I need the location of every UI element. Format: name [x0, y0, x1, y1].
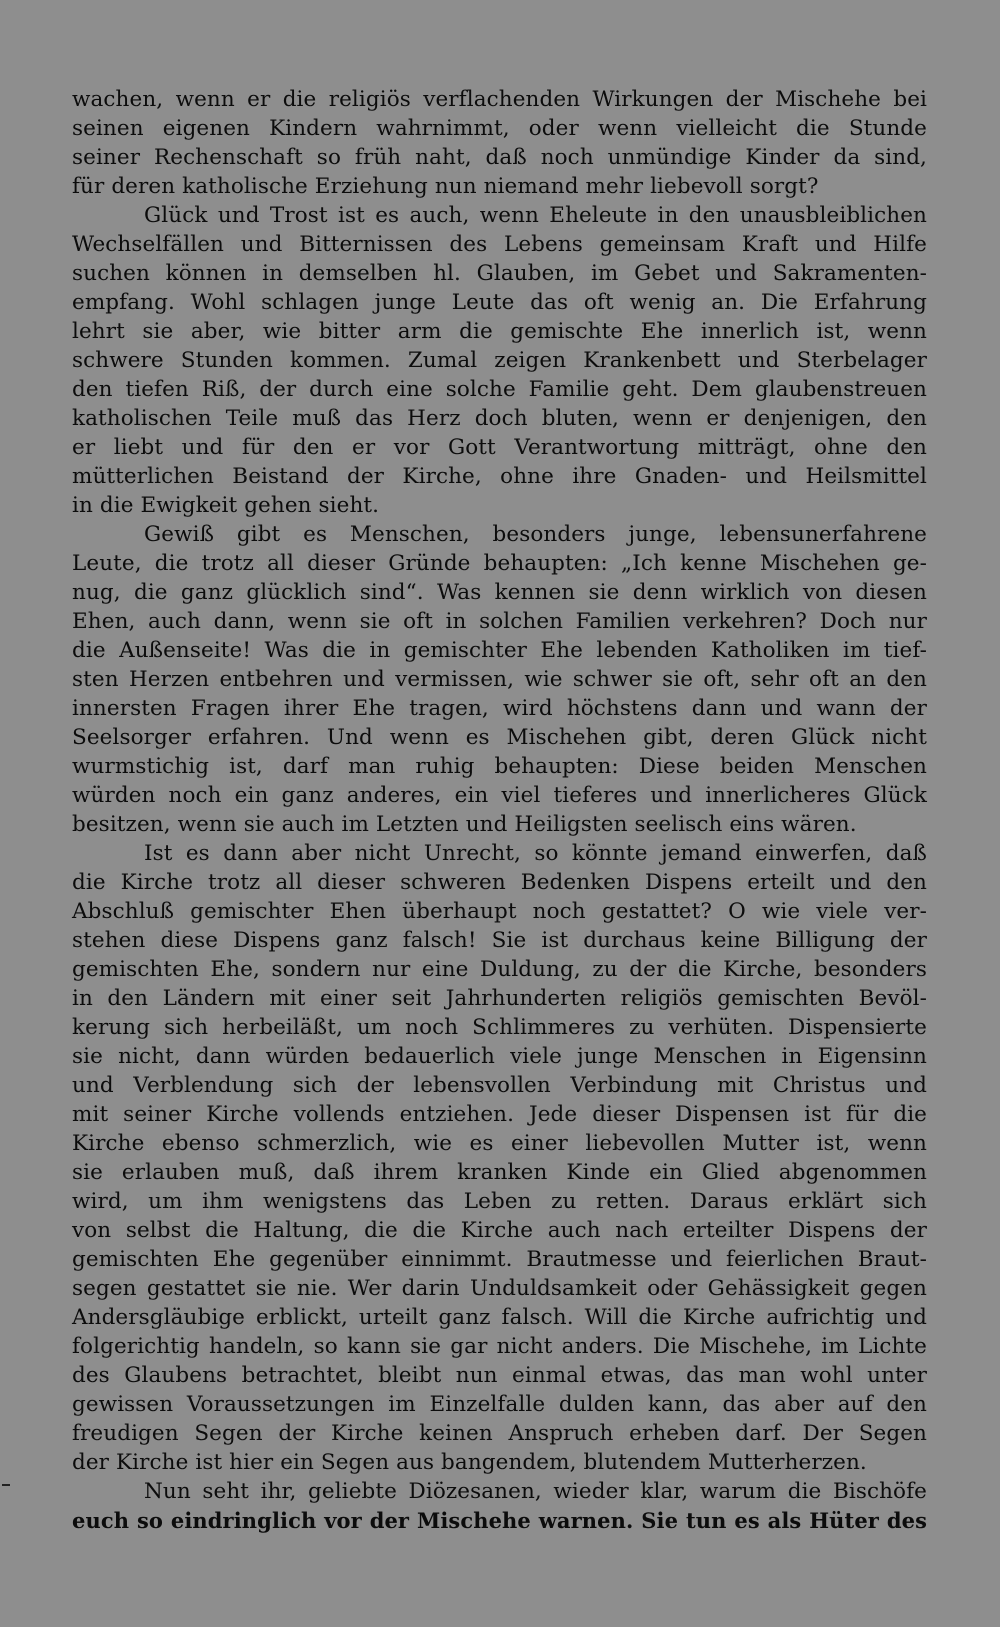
text-line: freudigen Segen der Kirche keinen Anspruch erheben darf. Der Segen — [72, 1421, 927, 1446]
paragraph — [72, 201, 927, 520]
text-line: empfang. Wohl schlagen junge Leute das oft wenig an. Die Erfahrung — [72, 290, 927, 315]
text-line: sie erlauben muß, daß ihrem kranken Kinde ein Glied abgenommen — [72, 1160, 927, 1185]
text-line: seinen eigenen Kindern wahrnimmt, oder wenn vielleicht die Stunde — [72, 116, 927, 141]
text-line: sie nicht, dann würden bedauerlich viele junge Menschen in Eigensinn — [72, 1044, 927, 1069]
text-line: die Kirche trotz all dieser schweren Bedenken Dispens erteilt und den — [72, 870, 927, 895]
text-line: Kirche ebenso schmerzlich, wie es einer liebevollen Mutter ist, wenn — [72, 1131, 927, 1156]
text-line: wird, um ihm wenigstens das Leben zu retten. Daraus erklärt sich — [72, 1189, 927, 1214]
text-line: innersten Fragen ihrer Ehe tragen, wird höchstens dann und wann der — [72, 696, 927, 721]
text-line: lehrt sie aber, wie bitter arm die gemischte Ehe innerlich ist, wenn — [72, 319, 927, 344]
text-line: Seelsorger erfahren. Und wenn es Mischehen gibt, deren Glück nicht — [72, 725, 927, 750]
text-line: katholischen Teile muß das Herz doch bluten, wenn er denjenigen, den — [72, 406, 927, 431]
text-line: den tiefen Riß, der durch eine solche Familie geht. Dem glaubenstreuen — [72, 377, 927, 402]
text-line: gemischten Ehe gegenüber einnimmt. Brautmesse und feierlichen Braut- — [72, 1247, 927, 1272]
text-line: segen gestattet sie nie. Wer darin Unduldsamkeit oder Gehässigkeit gegen — [72, 1276, 927, 1301]
text-line: in die Ewigkeit gehen sieht. — [72, 493, 380, 518]
text-line: Ist es dann aber nicht Unrecht, so könnte jemand einwerfen, daß — [144, 841, 927, 866]
text-line: die Außenseite! Was die in gemischter Ehe lebenden Katholiken im tief- — [72, 638, 927, 663]
text-line: er liebt und für den er vor Gott Verantwortung mitträgt, ohne den — [72, 435, 927, 460]
text-line: wachen, wenn er die religiös verflachenden Wirkungen der Mischehe bei — [72, 87, 927, 112]
text-line: kerung sich herbeiläßt, um noch Schlimmeres zu verhüten. Dispensierte — [72, 1015, 927, 1040]
text-line: Nun seht ihr, geliebte Diözesanen, wieder klar, warum die Bischöfe — [144, 1479, 927, 1504]
paragraph — [72, 85, 927, 201]
text-line: euch so eindringlich vor der Mischehe warnen. Sie tun es als Hüter des — [72, 1508, 927, 1533]
paragraph — [72, 520, 927, 839]
text-line: besitzen, wenn sie auch im Letzten und Heiligsten seelisch eins wären. — [72, 812, 857, 837]
margin-mark — [2, 1484, 10, 1486]
text-line: Andersgläubige erblickt, urteilt ganz falsch. Will die Kirche aufrichtig und — [72, 1305, 927, 1330]
text-line: seiner Rechenschaft so früh naht, daß noch unmündige Kinder da sind, — [72, 145, 927, 170]
text-line: mütterlichen Beistand der Kirche, ohne ihre Gnaden- und Heilsmittel — [72, 464, 927, 489]
text-line: Abschluß gemischter Ehen überhaupt noch gestattet? O wie viele ver- — [72, 899, 927, 924]
paragraph — [72, 1477, 927, 1535]
paragraph — [72, 839, 927, 1477]
text-line: sten Herzen entbehren und vermissen, wie schwer sie oft, sehr oft an den — [72, 667, 927, 692]
text-line: der Kirche ist hier ein Segen aus bangendem, blutendem Mutterherzen. — [72, 1450, 867, 1475]
text-line: Ehen, auch dann, wenn sie oft in solchen Familien verkehren? Doch nur — [72, 609, 927, 634]
text-line: von selbst die Haltung, die die Kirche auch nach erteilter Dispens der — [72, 1218, 927, 1243]
text-line: gemischten Ehe, sondern nur eine Duldung, zu der die Kirche, besonders — [72, 957, 927, 982]
text-line: wurmstichig ist, darf man ruhig behaupten: Diese beiden Menschen — [72, 754, 927, 779]
text-line: nug, die ganz glücklich sind“. Was kennen sie denn wirklich von diesen — [72, 580, 927, 605]
text-line: für deren katholische Erziehung nun niemand mehr liebevoll sorgt? — [72, 174, 819, 199]
text-line: würden noch ein ganz anderes, ein viel tieferes und innerlicheres Glück — [72, 783, 927, 808]
text-line: in den Ländern mit einer seit Jahrhunderten religiös gemischten Bevöl- — [72, 986, 927, 1011]
text-line: Wechselfällen und Bitternissen des Lebens gemeinsam Kraft und Hilfe — [72, 232, 927, 257]
text-line: Leute, die trotz all dieser Gründe behaupten: „Ich kenne Mischehen ge- — [72, 551, 927, 576]
text-line: gewissen Voraussetzungen im Einzelfalle dulden kann, das aber auf den — [72, 1392, 927, 1417]
document-page — [72, 85, 927, 1535]
text-line: schwere Stunden kommen. Zumal zeigen Krankenbett und Sterbelager — [72, 348, 927, 373]
text-line: mit seiner Kirche vollends entziehen. Jede dieser Dispensen ist für die — [72, 1102, 927, 1127]
text-line: suchen können in demselben hl. Glauben, im Gebet und Sakramenten- — [72, 261, 927, 286]
text-line: Glück und Trost ist es auch, wenn Eheleute in den unausbleiblichen — [144, 203, 927, 228]
text-line: Gewiß gibt es Menschen, besonders junge, lebensunerfahrene — [144, 522, 927, 547]
text-line: des Glaubens betrachtet, bleibt nun einmal etwas, das man wohl unter — [72, 1363, 927, 1388]
text-line: stehen diese Dispens ganz falsch! Sie ist durchaus keine Billigung der — [72, 928, 927, 953]
text-line: und Verblendung sich der lebensvollen Verbindung mit Christus und — [72, 1073, 927, 1098]
text-line: folgerichtig handeln, so kann sie gar nicht anders. Die Mischehe, im Lichte — [72, 1334, 927, 1359]
